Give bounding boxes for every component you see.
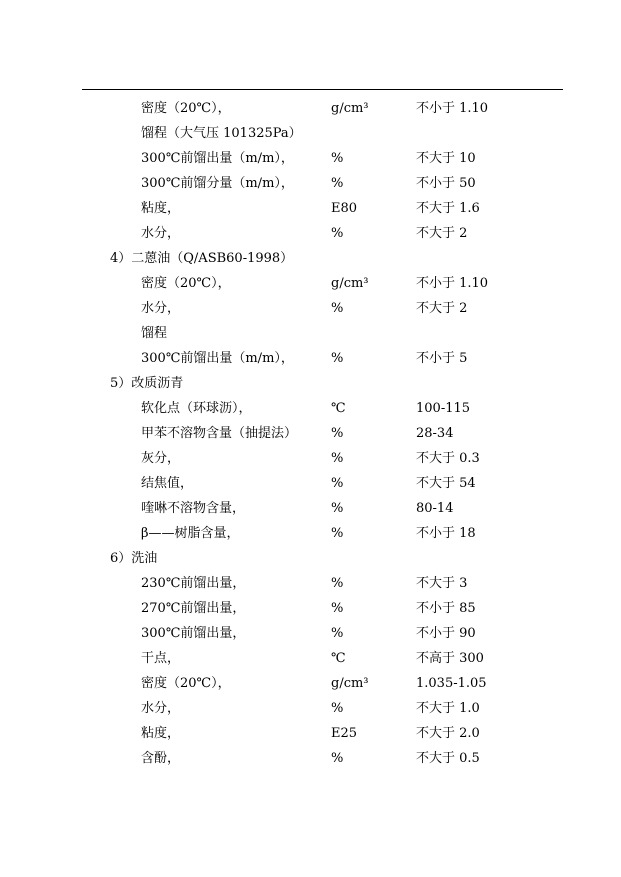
table-row (0, 471, 621, 496)
item-name: 300℃前馏出量（m/m）， (141, 151, 294, 166)
table-row (0, 96, 621, 121)
item-unit: % (331, 701, 344, 716)
item-name: 甲苯不溶物含量（抽提法） (141, 426, 298, 441)
item-unit: % (331, 476, 344, 491)
section-title: 5）改质沥青 (110, 376, 184, 391)
item-unit: ℃ (331, 401, 346, 416)
item-value: 不大于 54 (416, 476, 476, 491)
item-unit: % (331, 751, 344, 766)
item-name: 300℃前馏分量（m/m）， (141, 176, 294, 191)
section-heading (0, 371, 621, 396)
item-name: 灰分， (141, 451, 181, 466)
item-unit: E80 (331, 201, 358, 216)
item-value: 不大于 1.0 (416, 701, 480, 716)
table-row (0, 421, 621, 446)
table-row (0, 271, 621, 296)
item-name: 密度（20℃）， (141, 276, 231, 291)
item-name: β——树脂含量， (141, 526, 240, 541)
table-row (0, 221, 621, 246)
item-unit: g/cm³ (331, 101, 369, 116)
item-value: 不大于 2 (416, 301, 468, 316)
table-row (0, 296, 621, 321)
item-name: 300℃前馏出量， (141, 626, 246, 641)
item-unit: % (331, 526, 344, 541)
item-unit: % (331, 226, 344, 241)
item-value: 不大于 10 (416, 151, 476, 166)
spec-table (0, 96, 621, 771)
table-row (0, 671, 621, 696)
item-unit: % (331, 501, 344, 516)
item-name: 水分， (141, 301, 181, 316)
item-unit: % (331, 451, 344, 466)
table-row (0, 396, 621, 421)
item-unit: g/cm³ (331, 676, 369, 691)
item-name: 密度（20℃）， (141, 676, 231, 691)
item-unit: % (331, 426, 344, 441)
item-value: 不大于 0.3 (416, 451, 480, 466)
item-value: 28-34 (416, 426, 454, 441)
item-value: 不大于 0.5 (416, 751, 480, 766)
item-value: 不小于 1.10 (416, 276, 489, 291)
item-name: 270℃前馏出量， (141, 601, 246, 616)
item-unit: % (331, 176, 344, 191)
item-value: 不高于 300 (416, 651, 484, 666)
item-value: 不小于 18 (416, 526, 476, 541)
item-value: 不小于 90 (416, 626, 476, 641)
item-value: 不小于 50 (416, 176, 476, 191)
item-value: 不大于 2.0 (416, 726, 480, 741)
item-name: 300℃前馏出量（m/m）， (141, 351, 294, 366)
table-row (0, 521, 621, 546)
item-name: 含酚， (141, 751, 181, 766)
item-name: 水分， (141, 226, 181, 241)
item-value: 不大于 2 (416, 226, 468, 241)
table-row (0, 196, 621, 221)
item-unit: % (331, 351, 344, 366)
item-name: 馏程 (141, 326, 168, 341)
item-name: 230℃前馏出量， (141, 576, 246, 591)
table-row (0, 696, 621, 721)
table-row (0, 621, 621, 646)
item-value: 1.035-1.05 (416, 676, 487, 691)
item-value: 不大于 3 (416, 576, 468, 591)
item-value: 80-14 (416, 501, 454, 516)
item-name: 密度（20℃）， (141, 101, 231, 116)
table-row (0, 646, 621, 671)
table-row (0, 721, 621, 746)
item-name: 干点， (141, 651, 181, 666)
section-heading (0, 246, 621, 271)
table-row (0, 746, 621, 771)
item-unit: E25 (331, 726, 358, 741)
item-unit: % (331, 301, 344, 316)
item-unit: % (331, 576, 344, 591)
table-row (0, 571, 621, 596)
item-name: 结焦值， (141, 476, 194, 491)
section-heading (0, 546, 621, 571)
item-unit: % (331, 601, 344, 616)
item-unit: g/cm³ (331, 276, 369, 291)
item-value: 不大于 1.6 (416, 201, 480, 216)
item-name: 喹啉不溶物含量， (141, 501, 246, 516)
section-title: 6）洗油 (110, 551, 158, 566)
table-row (0, 121, 621, 146)
section-title: 4）二蒽油（Q/ASB60-1998） (110, 251, 294, 266)
item-value: 100-115 (416, 401, 471, 416)
item-name: 馏程（大气压 101325Pa） (141, 126, 302, 141)
table-row (0, 146, 621, 171)
table-row (0, 171, 621, 196)
item-value: 不小于 5 (416, 351, 468, 366)
table-row (0, 496, 621, 521)
item-unit: ℃ (331, 651, 346, 666)
item-unit: % (331, 626, 344, 641)
table-row (0, 321, 621, 346)
item-name: 软化点（环球沥）， (141, 401, 252, 416)
item-value: 不小于 1.10 (416, 101, 489, 116)
item-name: 粘度， (141, 201, 181, 216)
item-name: 粘度， (141, 726, 181, 741)
table-row (0, 596, 621, 621)
header-rule (82, 89, 563, 90)
table-row (0, 446, 621, 471)
item-name: 水分， (141, 701, 181, 716)
item-unit: % (331, 151, 344, 166)
item-value: 不小于 85 (416, 601, 476, 616)
table-row (0, 346, 621, 371)
